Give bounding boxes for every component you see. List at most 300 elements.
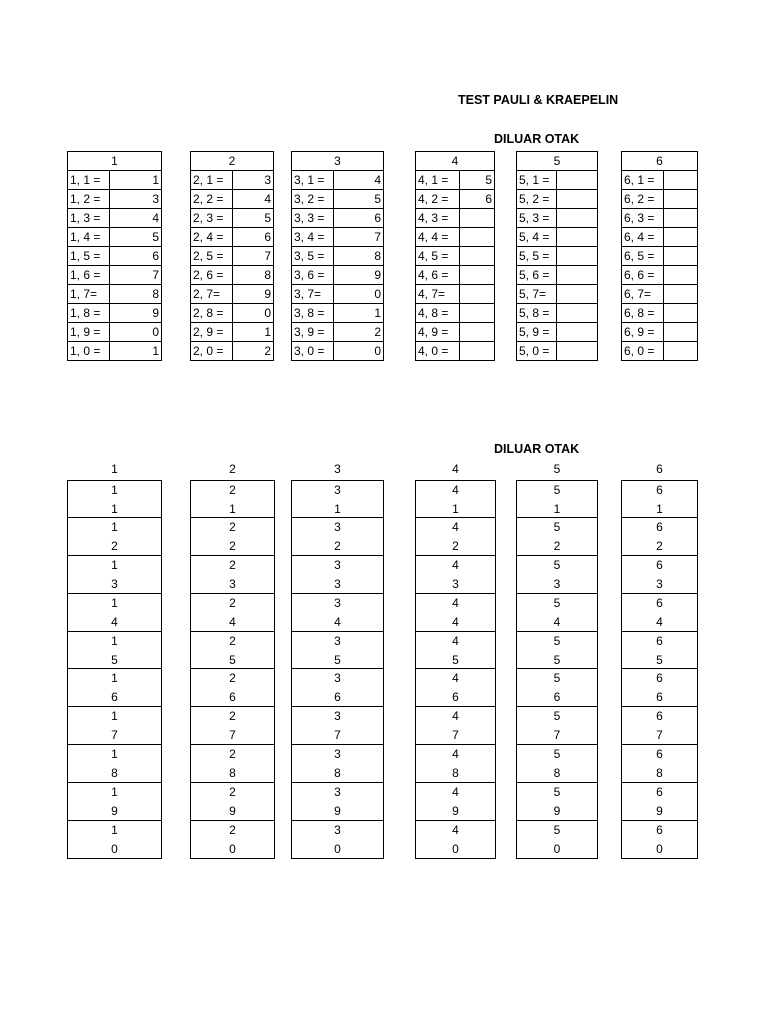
answer-cell[interactable]: 7 bbox=[110, 266, 162, 285]
table-row bbox=[68, 209, 162, 228]
table-header: 4 bbox=[416, 152, 495, 171]
number-pair-box bbox=[621, 594, 698, 632]
top-number: 1 bbox=[111, 671, 118, 686]
top-number: 2 bbox=[229, 595, 236, 610]
answer-cell[interactable] bbox=[664, 304, 698, 323]
table-row bbox=[292, 228, 384, 247]
top-number: 5 bbox=[553, 633, 561, 648]
table-row bbox=[292, 171, 384, 190]
top-number: 6 bbox=[656, 671, 663, 686]
bottom-number: 0 bbox=[111, 842, 118, 857]
answer-table-5 bbox=[516, 151, 598, 361]
equation-cell: 2, 3 = bbox=[191, 209, 233, 228]
table-row bbox=[517, 266, 598, 285]
answer-cell[interactable]: 1 bbox=[334, 304, 384, 323]
answer-cell[interactable] bbox=[664, 342, 698, 361]
number-pair-box bbox=[621, 745, 698, 783]
equation-cell: 1, 2 = bbox=[68, 190, 110, 209]
equation-cell: 3, 4 = bbox=[292, 228, 334, 247]
answer-cell[interactable]: 8 bbox=[233, 266, 274, 285]
answer-cell[interactable] bbox=[557, 190, 598, 209]
equation-cell: 2, 5 = bbox=[191, 247, 233, 266]
top-number: 1 bbox=[111, 709, 118, 724]
table-row bbox=[292, 285, 384, 304]
number-pair-box bbox=[190, 669, 275, 707]
table-row bbox=[622, 342, 698, 361]
bottom-number: 6 bbox=[553, 690, 561, 705]
number-pair-box bbox=[67, 594, 162, 632]
table-row bbox=[416, 171, 495, 190]
top-number: 4 bbox=[452, 595, 459, 610]
top-number: 5 bbox=[553, 519, 561, 534]
answer-cell[interactable] bbox=[557, 228, 598, 247]
bottom-number: 4 bbox=[334, 614, 341, 629]
equation-cell: 2, 1 = bbox=[191, 171, 233, 190]
bottom-number: 0 bbox=[656, 842, 663, 857]
table-row bbox=[517, 190, 598, 209]
number-pair-box bbox=[621, 480, 698, 518]
number-pair-box bbox=[516, 632, 598, 670]
table-row bbox=[416, 247, 495, 266]
bottom-number: 3 bbox=[334, 576, 341, 591]
bottom-number: 1 bbox=[334, 502, 341, 516]
answer-cell[interactable]: 7 bbox=[233, 247, 274, 266]
answer-cell[interactable]: 6 bbox=[110, 247, 162, 266]
table-header: 3 bbox=[292, 152, 384, 171]
number-pair-box bbox=[516, 707, 598, 745]
answer-cell[interactable] bbox=[664, 285, 698, 304]
bottom-number: 4 bbox=[229, 614, 236, 629]
table-row bbox=[191, 247, 274, 266]
page-title: TEST PAULI & KRAEPELIN bbox=[458, 93, 619, 107]
number-pair-box bbox=[67, 707, 162, 745]
bottom-number: 9 bbox=[656, 804, 663, 819]
top-number: 5 bbox=[553, 557, 561, 572]
bottom-number: 2 bbox=[656, 538, 663, 553]
answer-cell[interactable] bbox=[557, 323, 598, 342]
answer-cell[interactable]: 4 bbox=[110, 209, 162, 228]
answer-cell[interactable] bbox=[557, 171, 598, 190]
equation-cell: 1, 7= bbox=[68, 285, 110, 304]
equation-cell: 3, 5 = bbox=[292, 247, 334, 266]
equation-cell: 1, 5 = bbox=[68, 247, 110, 266]
number-pair-box bbox=[415, 669, 496, 707]
number-pair-box bbox=[291, 518, 384, 556]
number-pair-box bbox=[415, 745, 496, 783]
answer-cell[interactable] bbox=[460, 209, 495, 228]
top-number: 2 bbox=[229, 633, 236, 648]
bottom-number: 8 bbox=[229, 766, 236, 781]
answer-cell[interactable]: 0 bbox=[334, 285, 384, 304]
answer-cell[interactable]: 9 bbox=[110, 304, 162, 323]
answer-cell[interactable]: 0 bbox=[110, 323, 162, 342]
table-row bbox=[68, 228, 162, 247]
equation-cell: 1, 6 = bbox=[68, 266, 110, 285]
bottom-number: 1 bbox=[452, 502, 459, 516]
top-number: 3 bbox=[334, 633, 341, 648]
equation-cell: 4, 3 = bbox=[416, 209, 460, 228]
table-row bbox=[68, 247, 162, 266]
bottom-number: 8 bbox=[553, 766, 561, 781]
bottom-number: 3 bbox=[229, 576, 236, 591]
equation-cell: 1, 0 = bbox=[68, 342, 110, 361]
top-number: 2 bbox=[229, 823, 236, 838]
bottom-number: 0 bbox=[452, 842, 459, 857]
answer-cell[interactable]: 4 bbox=[233, 190, 274, 209]
equation-cell: 2, 8 = bbox=[191, 304, 233, 323]
table-row bbox=[622, 247, 698, 266]
equation-cell: 6, 2 = bbox=[622, 190, 664, 209]
answer-cell[interactable] bbox=[460, 285, 495, 304]
column-header: 4 bbox=[452, 462, 459, 476]
number-pair-box bbox=[415, 594, 496, 632]
equation-cell: 1, 4 = bbox=[68, 228, 110, 247]
equation-cell: 4, 9 = bbox=[416, 323, 460, 342]
table-row bbox=[68, 190, 162, 209]
answer-cell[interactable] bbox=[460, 228, 495, 247]
number-pair-box bbox=[621, 632, 698, 670]
number-pair-box bbox=[190, 783, 275, 821]
answer-cell[interactable]: 7 bbox=[334, 228, 384, 247]
number-pair-box bbox=[67, 632, 162, 670]
number-pair-box bbox=[621, 518, 698, 556]
table-row bbox=[622, 209, 698, 228]
top-number: 4 bbox=[452, 557, 459, 572]
answer-cell[interactable]: 9 bbox=[233, 285, 274, 304]
top-number: 5 bbox=[553, 671, 561, 686]
bottom-number: 0 bbox=[553, 842, 561, 857]
top-number: 4 bbox=[452, 747, 459, 762]
equation-cell: 3, 9 = bbox=[292, 323, 334, 342]
answer-cell[interactable] bbox=[557, 285, 598, 304]
number-column-3 bbox=[291, 480, 384, 859]
bottom-number: 0 bbox=[229, 842, 236, 857]
number-pair-box bbox=[67, 669, 162, 707]
top-number: 5 bbox=[553, 785, 561, 800]
table-row bbox=[416, 304, 495, 323]
bottom-number: 5 bbox=[229, 652, 236, 667]
top-number: 6 bbox=[656, 483, 663, 497]
bottom-number: 6 bbox=[334, 690, 341, 705]
number-pair-box bbox=[415, 480, 496, 518]
top-number: 1 bbox=[111, 483, 118, 497]
top-number: 3 bbox=[334, 557, 341, 572]
bottom-number: 2 bbox=[334, 538, 341, 553]
answer-cell[interactable]: 5 bbox=[460, 171, 495, 190]
bottom-number: 2 bbox=[111, 538, 118, 553]
equation-cell: 5, 6 = bbox=[517, 266, 557, 285]
answer-cell[interactable]: 8 bbox=[110, 285, 162, 304]
top-number: 5 bbox=[553, 483, 561, 497]
table-header: 6 bbox=[622, 152, 698, 171]
equation-cell: 6, 5 = bbox=[622, 247, 664, 266]
answer-cell[interactable] bbox=[664, 228, 698, 247]
number-pair-box bbox=[516, 669, 598, 707]
top-number: 5 bbox=[553, 709, 561, 724]
top-number: 6 bbox=[656, 785, 663, 800]
column-header: 5 bbox=[553, 462, 561, 476]
bottom-number: 9 bbox=[553, 804, 561, 819]
table-row bbox=[622, 228, 698, 247]
equation-cell: 3, 6 = bbox=[292, 266, 334, 285]
column-header: 3 bbox=[334, 462, 341, 476]
equation-cell: 2, 0 = bbox=[191, 342, 233, 361]
equation-cell: 4, 8 = bbox=[416, 304, 460, 323]
table-row bbox=[191, 209, 274, 228]
number-pair-box bbox=[291, 707, 384, 745]
table-row bbox=[292, 304, 384, 323]
top-number: 6 bbox=[656, 519, 663, 534]
equation-cell: 5, 8 = bbox=[517, 304, 557, 323]
bottom-number: 6 bbox=[229, 690, 236, 705]
bottom-number: 3 bbox=[111, 576, 118, 591]
number-pair-box bbox=[415, 821, 496, 859]
number-pair-box bbox=[190, 556, 275, 594]
number-pair-box bbox=[621, 821, 698, 859]
bottom-number: 7 bbox=[656, 728, 663, 743]
answer-table-1 bbox=[67, 151, 162, 361]
equation-cell: 3, 3 = bbox=[292, 209, 334, 228]
top-number: 4 bbox=[452, 823, 459, 838]
equation-cell: 4, 4 = bbox=[416, 228, 460, 247]
equation-cell: 6, 0 = bbox=[622, 342, 664, 361]
table-row bbox=[191, 228, 274, 247]
equation-cell: 2, 2 = bbox=[191, 190, 233, 209]
equation-cell: 5, 2 = bbox=[517, 190, 557, 209]
number-pair-box bbox=[291, 556, 384, 594]
equation-cell: 5, 7= bbox=[517, 285, 557, 304]
table-row bbox=[292, 342, 384, 361]
number-pair-box bbox=[190, 707, 275, 745]
bottom-number: 8 bbox=[334, 766, 341, 781]
number-pair-box bbox=[190, 821, 275, 859]
top-number: 5 bbox=[553, 595, 561, 610]
answer-cell[interactable] bbox=[460, 323, 495, 342]
answer-cell[interactable]: 1 bbox=[110, 342, 162, 361]
bottom-number: 2 bbox=[229, 538, 236, 553]
answer-cell[interactable] bbox=[664, 209, 698, 228]
equation-cell: 5, 4 = bbox=[517, 228, 557, 247]
table-row bbox=[416, 209, 495, 228]
number-pair-box bbox=[190, 745, 275, 783]
bottom-number: 6 bbox=[656, 690, 663, 705]
top-number: 4 bbox=[452, 709, 459, 724]
answer-cell[interactable]: 9 bbox=[334, 266, 384, 285]
table-row bbox=[68, 285, 162, 304]
answer-cell[interactable]: 6 bbox=[460, 190, 495, 209]
number-pair-box bbox=[190, 480, 275, 518]
number-pair-box bbox=[516, 480, 598, 518]
equation-cell: 2, 7= bbox=[191, 285, 233, 304]
equation-cell: 6, 4 = bbox=[622, 228, 664, 247]
number-pair-box bbox=[67, 821, 162, 859]
table-row bbox=[191, 190, 274, 209]
answer-cell[interactable]: 2 bbox=[334, 323, 384, 342]
table-row bbox=[191, 171, 274, 190]
table-row bbox=[191, 342, 274, 361]
number-column-6 bbox=[621, 480, 698, 859]
top-number: 4 bbox=[452, 519, 459, 534]
answer-table-4 bbox=[415, 151, 495, 361]
number-pair-box bbox=[190, 594, 275, 632]
table-row bbox=[416, 266, 495, 285]
answer-cell[interactable]: 3 bbox=[110, 190, 162, 209]
answer-cell[interactable]: 3 bbox=[233, 171, 274, 190]
table-row bbox=[68, 304, 162, 323]
answer-cell[interactable] bbox=[557, 342, 598, 361]
top-number: 3 bbox=[334, 823, 341, 838]
table-row bbox=[292, 266, 384, 285]
number-column-5 bbox=[516, 480, 598, 859]
answer-cell[interactable] bbox=[460, 342, 495, 361]
table-row bbox=[191, 304, 274, 323]
answer-cell[interactable] bbox=[557, 304, 598, 323]
number-column-2 bbox=[190, 480, 275, 859]
number-pair-box bbox=[621, 707, 698, 745]
number-pair-box bbox=[621, 556, 698, 594]
answer-cell[interactable] bbox=[664, 190, 698, 209]
top-number: 4 bbox=[452, 671, 459, 686]
equation-cell: 6, 7= bbox=[622, 285, 664, 304]
answer-cell[interactable]: 0 bbox=[233, 304, 274, 323]
table-row bbox=[68, 342, 162, 361]
bottom-number: 1 bbox=[656, 502, 663, 516]
answer-cell[interactable]: 1 bbox=[110, 171, 162, 190]
equation-cell: 1, 3 = bbox=[68, 209, 110, 228]
bottom-number: 6 bbox=[111, 690, 118, 705]
table-row bbox=[416, 323, 495, 342]
table-row bbox=[517, 209, 598, 228]
number-pair-box bbox=[415, 518, 496, 556]
section-label-bottom: DILUAR OTAK bbox=[494, 442, 580, 456]
answer-cell[interactable] bbox=[460, 304, 495, 323]
answer-cell[interactable] bbox=[460, 247, 495, 266]
number-pair-box bbox=[621, 783, 698, 821]
equation-cell: 2, 4 = bbox=[191, 228, 233, 247]
bottom-number: 1 bbox=[111, 502, 118, 516]
equation-cell: 4, 0 = bbox=[416, 342, 460, 361]
column-header: 1 bbox=[111, 462, 118, 476]
answer-cell[interactable] bbox=[664, 247, 698, 266]
equation-cell: 6, 1 = bbox=[622, 171, 664, 190]
number-column-1 bbox=[67, 480, 162, 859]
answer-cell[interactable] bbox=[557, 266, 598, 285]
equation-cell: 4, 1 = bbox=[416, 171, 460, 190]
equation-cell: 5, 5 = bbox=[517, 247, 557, 266]
answer-cell[interactable] bbox=[557, 247, 598, 266]
answer-cell[interactable]: 5 bbox=[334, 190, 384, 209]
number-pair-box bbox=[415, 783, 496, 821]
answer-cell[interactable]: 5 bbox=[233, 209, 274, 228]
answer-cell[interactable]: 1 bbox=[233, 323, 274, 342]
top-number: 1 bbox=[111, 519, 118, 534]
top-number: 2 bbox=[229, 557, 236, 572]
top-number: 4 bbox=[452, 633, 459, 648]
number-pair-box bbox=[190, 518, 275, 556]
bottom-number: 8 bbox=[111, 766, 118, 781]
equation-cell: 3, 2 = bbox=[292, 190, 334, 209]
bottom-number: 5 bbox=[111, 652, 118, 667]
bottom-number: 7 bbox=[452, 728, 459, 743]
bottom-number: 2 bbox=[452, 538, 459, 553]
answer-cell[interactable]: 6 bbox=[334, 209, 384, 228]
equation-cell: 5, 3 = bbox=[517, 209, 557, 228]
answer-cell[interactable] bbox=[460, 266, 495, 285]
answer-cell[interactable]: 6 bbox=[233, 228, 274, 247]
top-number: 1 bbox=[111, 747, 118, 762]
top-number: 2 bbox=[229, 747, 236, 762]
table-row bbox=[517, 304, 598, 323]
top-number: 3 bbox=[334, 595, 341, 610]
equation-cell: 4, 7= bbox=[416, 285, 460, 304]
number-pair-box bbox=[621, 669, 698, 707]
number-pair-box bbox=[291, 669, 384, 707]
equation-cell: 6, 9 = bbox=[622, 323, 664, 342]
bottom-number: 8 bbox=[452, 766, 459, 781]
bottom-number: 3 bbox=[656, 576, 663, 591]
answer-cell[interactable]: 2 bbox=[233, 342, 274, 361]
answer-cell[interactable] bbox=[664, 323, 698, 342]
top-number: 2 bbox=[229, 671, 236, 686]
top-number: 1 bbox=[111, 823, 118, 838]
table-header: 2 bbox=[191, 152, 274, 171]
table-row bbox=[292, 323, 384, 342]
table-row bbox=[68, 171, 162, 190]
equation-cell: 4, 6 = bbox=[416, 266, 460, 285]
answer-cell[interactable] bbox=[664, 171, 698, 190]
equation-cell: 6, 3 = bbox=[622, 209, 664, 228]
top-number: 3 bbox=[334, 709, 341, 724]
number-pair-box bbox=[516, 594, 598, 632]
answer-cell[interactable]: 0 bbox=[334, 342, 384, 361]
number-pair-box bbox=[291, 783, 384, 821]
bottom-number: 9 bbox=[229, 804, 236, 819]
bottom-number: 4 bbox=[452, 614, 459, 629]
bottom-number: 9 bbox=[111, 804, 118, 819]
bottom-number: 7 bbox=[111, 728, 118, 743]
bottom-number: 1 bbox=[229, 502, 236, 516]
equation-cell: 5, 0 = bbox=[517, 342, 557, 361]
bottom-number: 5 bbox=[656, 652, 663, 667]
table-row bbox=[517, 285, 598, 304]
top-number: 5 bbox=[553, 823, 561, 838]
top-number: 2 bbox=[229, 709, 236, 724]
top-number: 3 bbox=[334, 671, 341, 686]
answer-cell[interactable]: 8 bbox=[334, 247, 384, 266]
answer-cell[interactable] bbox=[557, 209, 598, 228]
top-number: 1 bbox=[111, 557, 118, 572]
answer-cell[interactable]: 5 bbox=[110, 228, 162, 247]
table-row bbox=[622, 323, 698, 342]
number-pair-box bbox=[67, 518, 162, 556]
table-row bbox=[292, 190, 384, 209]
answer-cell[interactable] bbox=[664, 266, 698, 285]
bottom-number: 3 bbox=[553, 576, 561, 591]
equation-cell: 1, 8 = bbox=[68, 304, 110, 323]
top-number: 6 bbox=[656, 595, 663, 610]
table-row bbox=[416, 342, 495, 361]
answer-cell[interactable]: 4 bbox=[334, 171, 384, 190]
equation-cell: 6, 6 = bbox=[622, 266, 664, 285]
bottom-number: 9 bbox=[452, 804, 459, 819]
table-row bbox=[517, 228, 598, 247]
table-row bbox=[68, 323, 162, 342]
bottom-number: 8 bbox=[656, 766, 663, 781]
table-row bbox=[191, 266, 274, 285]
bottom-number: 7 bbox=[553, 728, 561, 743]
top-number: 2 bbox=[229, 519, 236, 534]
table-row bbox=[68, 266, 162, 285]
